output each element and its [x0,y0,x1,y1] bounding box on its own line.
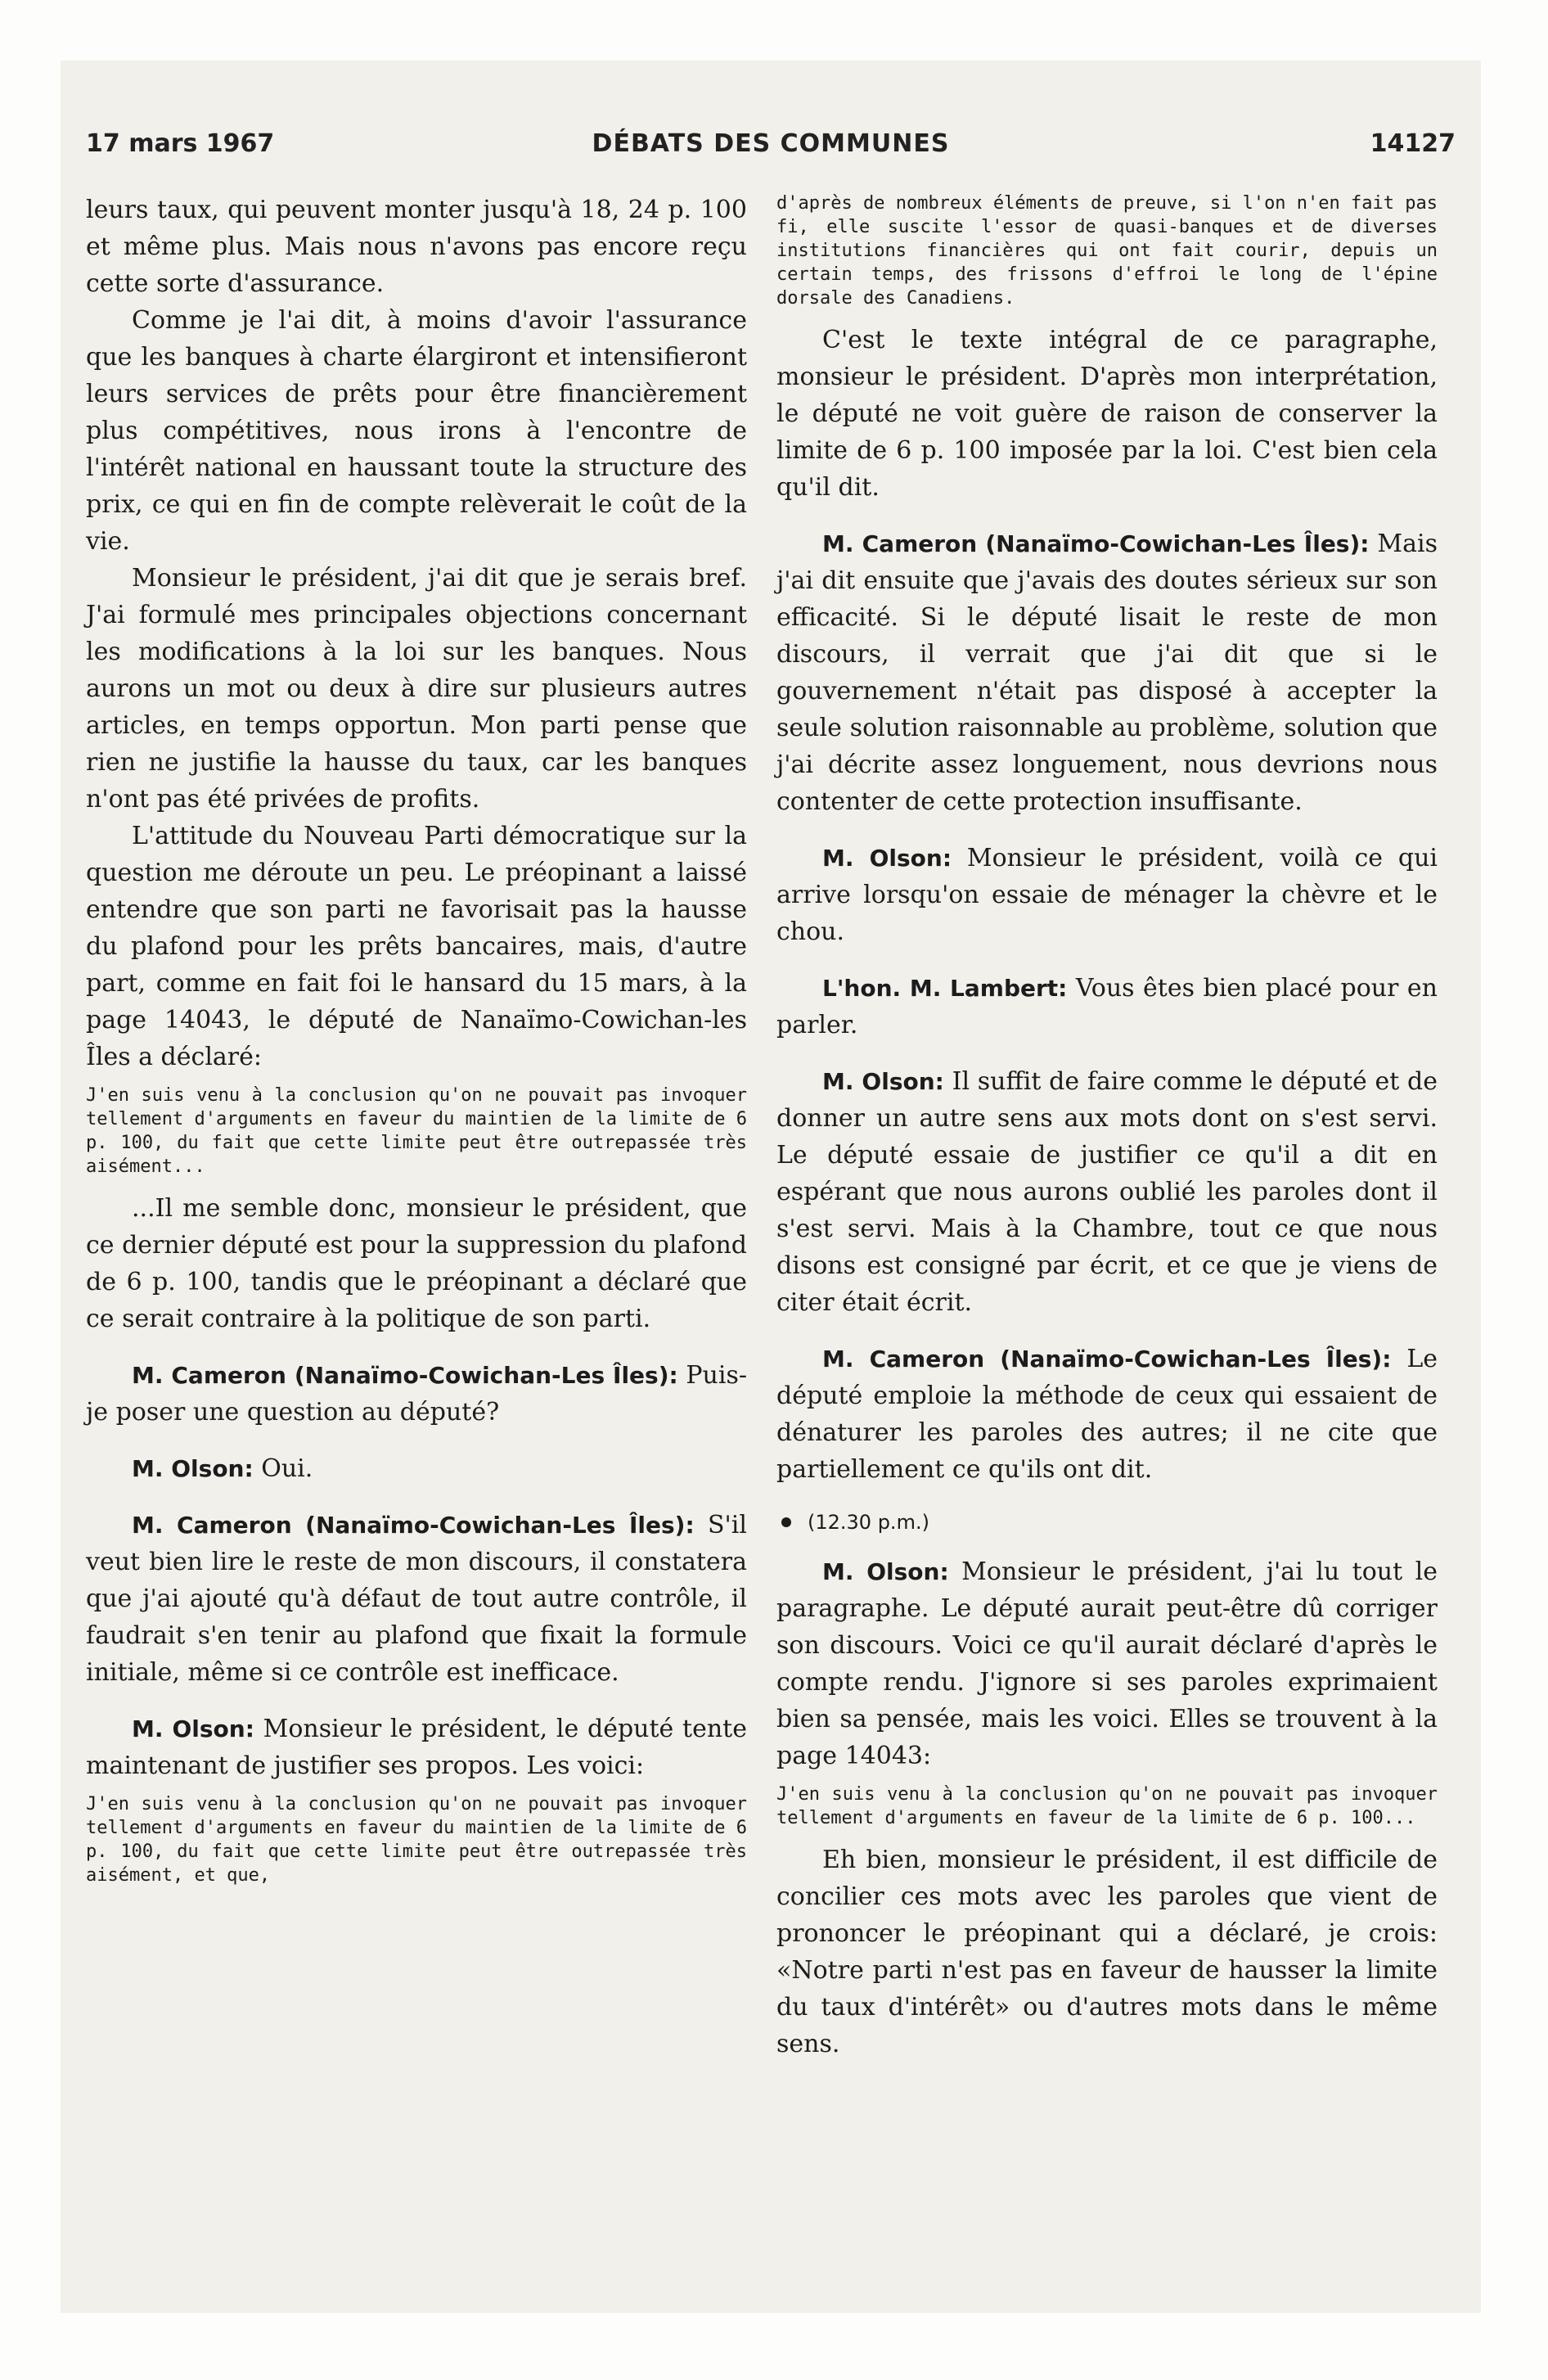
speech [86,1711,747,1784]
speaker-name: M. Olson: [132,1715,254,1742]
speech [86,1450,747,1487]
paragraph: Comme je l'ai dit, à moins d'avoir l'assurance que les banques à charte élargiront et intensifieront leurs services de prêts pour être financièrement plus compétitives, nous irons à l'encontre de l'intérêt national en haussant toute la structure des prix, ce qui en fin de compte relèverait le coût de la vie. [86,306,747,556]
timestamp [776,1506,1438,1539]
page-sheet [61,61,1481,2313]
paragraph: Monsieur le président, j'ai dit que je serais bref. J'ai formulé mes principales objections concernant les modifications à la loi sur les banques. Nous aurons un mot ou deux à dire sur plusieurs autres articles, en temps opportun. Mon parti pense que rien ne justifie la hausse du taux, car les banques n'ont pas été privées de profits. [86,564,747,814]
paragraph: L'attitude du Nouveau Parti démocratique sur la question me déroute un peu. Le préopinant a laissé entendre que son parti ne favorisait pas la hausse du plafond pour les prêts bancaires, mais, d'autre part, comme en fait foi le hansard du 15 mars, à la page 14043, le député de Nanaïmo-Cowichan-les Îles a déclaré: [86,822,747,1071]
header-page-number: 14127 [1370,129,1456,158]
paragraph: ...Il me semble donc, monsieur le président, que ce dernier député est pour la suppression du plafond de 6 p. 100, tandis que le préopinant a déclaré que ce serait contraire à la politique de son parti. [86,1194,747,1333]
page-header [86,129,1456,170]
paragraph: Eh bien, monsieur le président, il est difficile de concilier ces mots avec les paroles que vient de prononcer le préopinant qui a déclaré, je crois: «Notre parti n'est pas en faveur de hausser la limite du taux d'intérêt» ou d'autres mots dans le même sens. [776,1846,1438,2058]
speech-text: Vous êtes bien placé pour en parler. [776,974,1438,1039]
header-title: DÉBATS DES COMMUNES [592,129,950,158]
speech [776,970,1438,1044]
speaker-name: M. Cameron (Nanaïmo-Cowichan-Les Îles): [822,1346,1392,1373]
paragraph: C'est le texte intégral de ce paragraphe, monsieur le président. D'après mon interprétation, le député ne voit guère de raison de conserver la limite de 6 p. 100 imposée par la loi. C'est bien cela qu'il dit. [776,326,1438,502]
speaker-name: M. Cameron (Nanaïmo-Cowichan-Les Îles): [132,1512,695,1539]
quotation: J'en suis venu à la conclusion qu'on ne pouvait pas invoquer tellement d'arguments en faveur de la limite de 6 p. 100... [776,1784,1438,1828]
timestamp-text: (12.30 p.m.) [808,1511,929,1534]
speaker-name: L'hon. M. Lambert: [822,975,1068,1002]
speech-text: Mais j'ai dit ensuite que j'avais des doutes sérieux sur son efficacité. Si le député lisait le reste de mon discours, il verrait que j'ai dit que si le gouvernement n'était pas disposé à accepter la seule solution raisonnable au problème, solution que j'ai décrite assez longuement, nous devrions nous contenter de cette protection insuffisante. [776,530,1438,816]
speech [776,1063,1438,1321]
speech-text: S'il veut bien lire le reste de mon discours, il constatera que j'ai ajouté qu'à défaut de tout autre contrôle, il faudrait s'en tenir au plafond que fixait la formule initiale, même si ce contrôle est inefficace. [86,1511,747,1687]
quotation: J'en suis venu à la conclusion qu'on ne pouvait pas invoquer tellement d'arguments en faveur du maintien de la limite de 6 p. 100, du fait que cette limite peut être outrepassée très aisément, et que, [86,1794,747,1886]
header-date: 17 mars 1967 [86,129,275,158]
quotation: d'après de nombreux éléments de preuve, si l'on n'en fait pas fi, elle suscite l'essor de quasi-banques et de diverses institutions financières qui ont fait courir, depuis un certain temps, des frissons d'effroi le long de l'épine dorsale des Canadiens. [776,193,1438,309]
speaker-name: M. Olson: [822,845,952,872]
bullet-icon [781,1517,791,1527]
speech-text: Le député emploie la méthode de ceux qui essaient de dénaturer les paroles des autres; il ne cite que partiellement ce qu'ils ont dit. [776,1345,1438,1484]
speaker-name: M. Olson: [822,1068,944,1095]
speech-text: Oui. [261,1454,313,1483]
speech [776,525,1438,820]
left-column [86,192,747,1899]
right-column [776,192,1438,2062]
speaker-name: M. Cameron (Nanaïmo-Cowichan-Les Îles): [822,530,1370,557]
speaker-name: M. Cameron (Nanaïmo-Cowichan-Les Îles): [132,1362,678,1389]
quotation: J'en suis venu à la conclusion qu'on ne pouvait pas invoquer tellement d'arguments en faveur du maintien de la limite de 6 p. 100, du fait que cette limite peut être outrepassée très aisément... [86,1085,747,1177]
speaker-name: M. Olson: [822,1558,949,1585]
speech [86,1357,747,1431]
speech [86,1507,747,1691]
speech-text: Monsieur le président, le député tente maintenant de justifier ses propos. Les voici: [86,1715,747,1780]
speech-text: Monsieur le président, j'ai lu tout le paragraphe. Le député aurait peut-être dû corriger son discours. Voici ce qu'il aurait déclaré d'après le compte rendu. J'ignore si ses paroles exprimaient bien sa pensée, mais les voici. Elles se trouvent à la page 14043: [776,1557,1438,1770]
speech [776,1341,1438,1488]
speech [776,1553,1438,1774]
paragraph: leurs taux, qui peuvent monter jusqu'à 18, 24 p. 100 et même plus. Mais nous n'avons pas encore reçu cette sorte d'assurance. [86,196,747,298]
speaker-name: M. Olson: [132,1455,254,1482]
speech-text: Puis-je poser une question au député? [86,1361,747,1427]
speech-text: Il suffit de faire comme le député et de donner un autre sens aux mots dont on s'est servi. Le député essaie de justifier ce qu'il a dit en espérant que nous aurons oublié les paroles dont il s'est servi. Mais à la Chambre, tout ce que nous disons est consigné par écrit, et ce que je viens de citer était écrit. [776,1067,1438,1317]
speech-text: Monsieur le président, voilà ce qui arrive lorsqu'on essaie de ménager la chèvre et le chou. [776,844,1438,946]
speech [776,840,1438,950]
